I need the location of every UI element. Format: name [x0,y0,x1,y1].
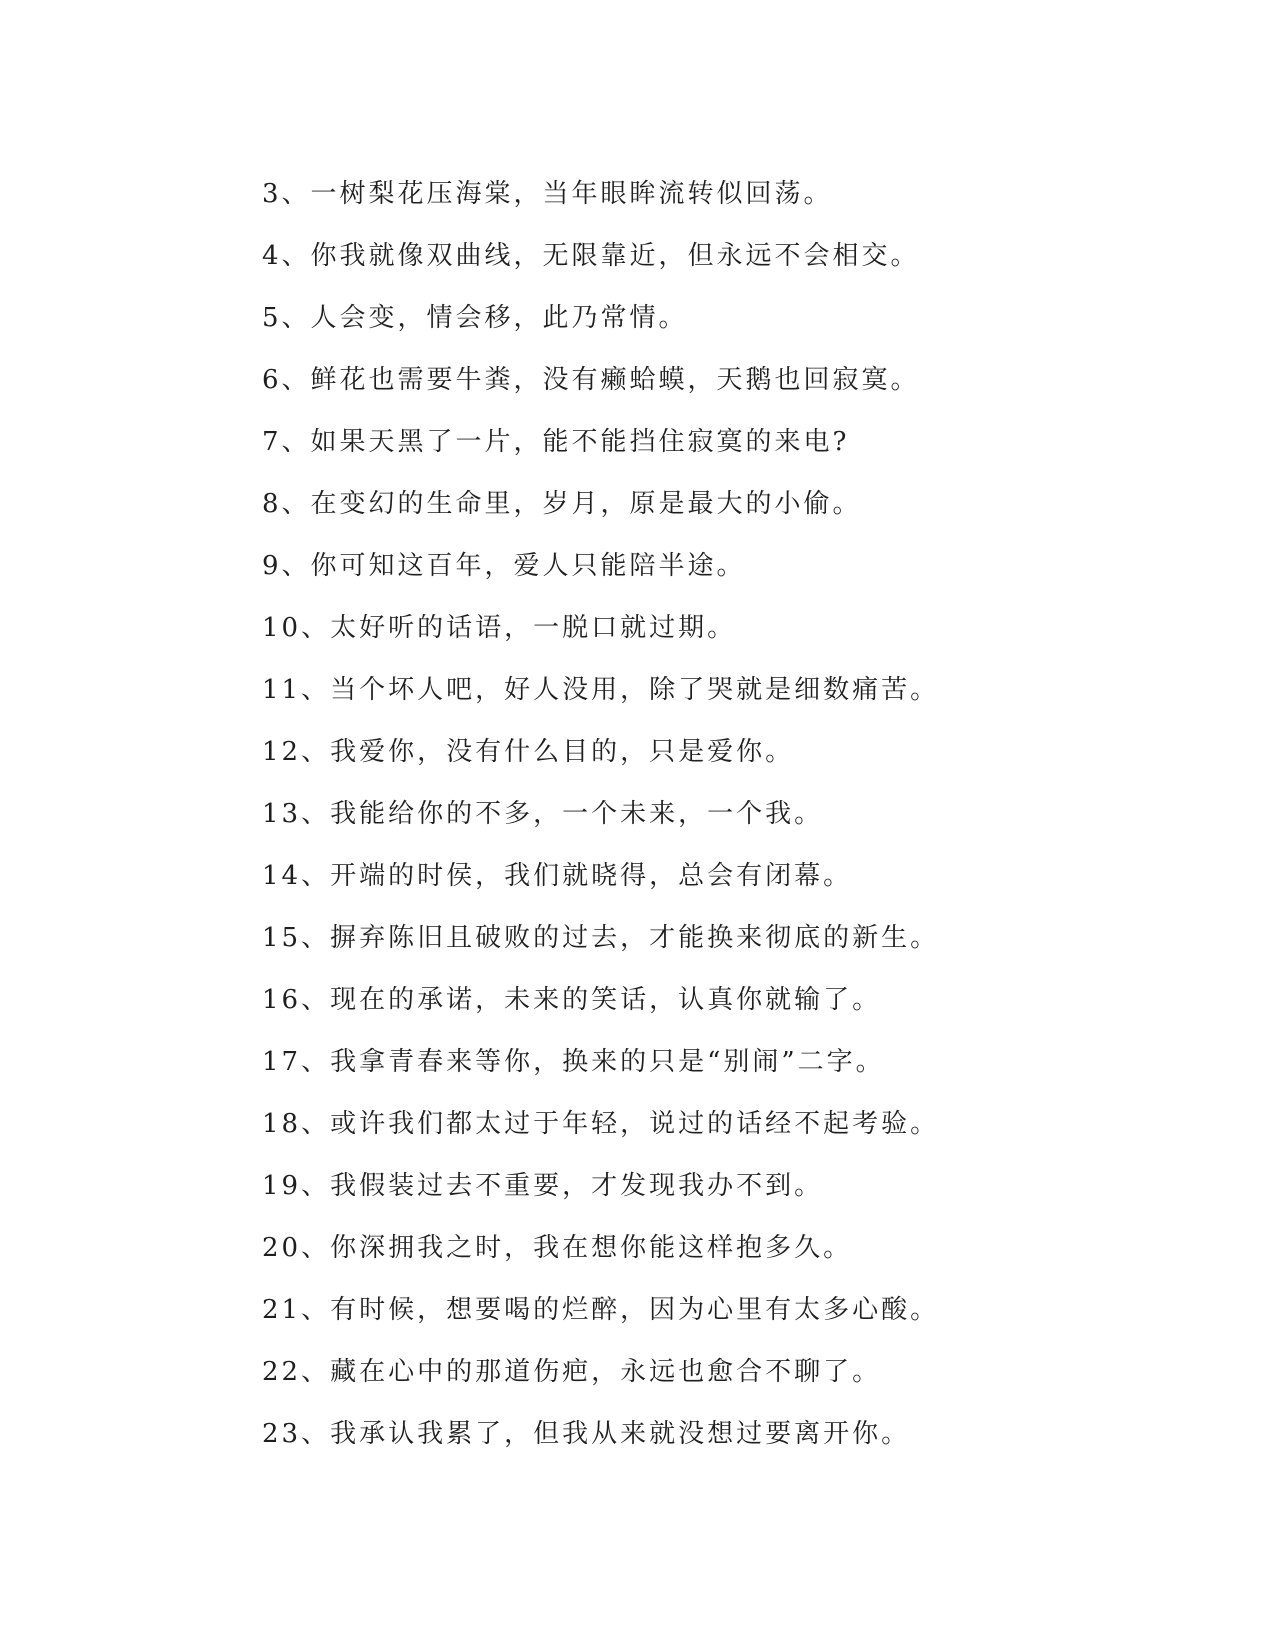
quote-line: 16、现在的承诺，未来的笑话，认真你就输了。 [262,985,882,1015]
quote-line: 11、当个坏人吧，好人没用，除了哭就是细数痛苦。 [262,675,940,705]
quote-line: 21、有时候，想要喝的烂醉，因为心里有太多心酸。 [262,1295,940,1325]
quote-line: 9、你可知这百年，爱人只能陪半途。 [262,551,746,581]
quote-line: 12、我爱你，没有什么目的，只是爱你。 [262,737,795,767]
quote-line: 18、或许我们都太过于年轻，说过的话经不起考验。 [262,1109,940,1139]
quote-list [262,163,939,1465]
quote-line: 3、一树梨花压海棠，当年眼眸流转似回荡。 [262,179,833,209]
quote-line: 23、我承认我累了，但我从来就没想过要离开你。 [262,1419,911,1449]
quote-line: 8、在变幻的生命里，岁月，原是最大的小偷。 [262,489,862,519]
quote-line: 19、我假装过去不重要，才发现我办不到。 [262,1171,824,1201]
quote-line: 15、摒弃陈旧且破败的过去，才能换来彻底的新生。 [262,923,940,953]
quote-line: 6、鲜花也需要牛粪，没有癞蛤蟆，天鹅也回寂寞。 [262,365,920,395]
quote-line: 17、我拿青春来等你，换来的只是“别闹”二字。 [262,1047,885,1077]
quote-line: 14、开端的时侯，我们就晓得，总会有闭幕。 [262,861,853,891]
quote-line: 20、你深拥我之时，我在想你能这样抱多久。 [262,1233,853,1263]
quote-line: 13、我能给你的不多，一个未来，一个我。 [262,799,824,829]
quote-line: 22、藏在心中的那道伤疤，永远也愈合不聊了。 [262,1357,882,1387]
quote-line: 4、你我就像双曲线，无限靠近，但永远不会相交。 [262,241,920,271]
quote-line: 10、太好听的话语，一脱口就过期。 [262,613,737,643]
quote-line: 5、人会变，情会移，此乃常情。 [262,303,688,333]
quote-line: 7、如果天黑了一片，能不能挡住寂寞的来电? [262,427,850,457]
